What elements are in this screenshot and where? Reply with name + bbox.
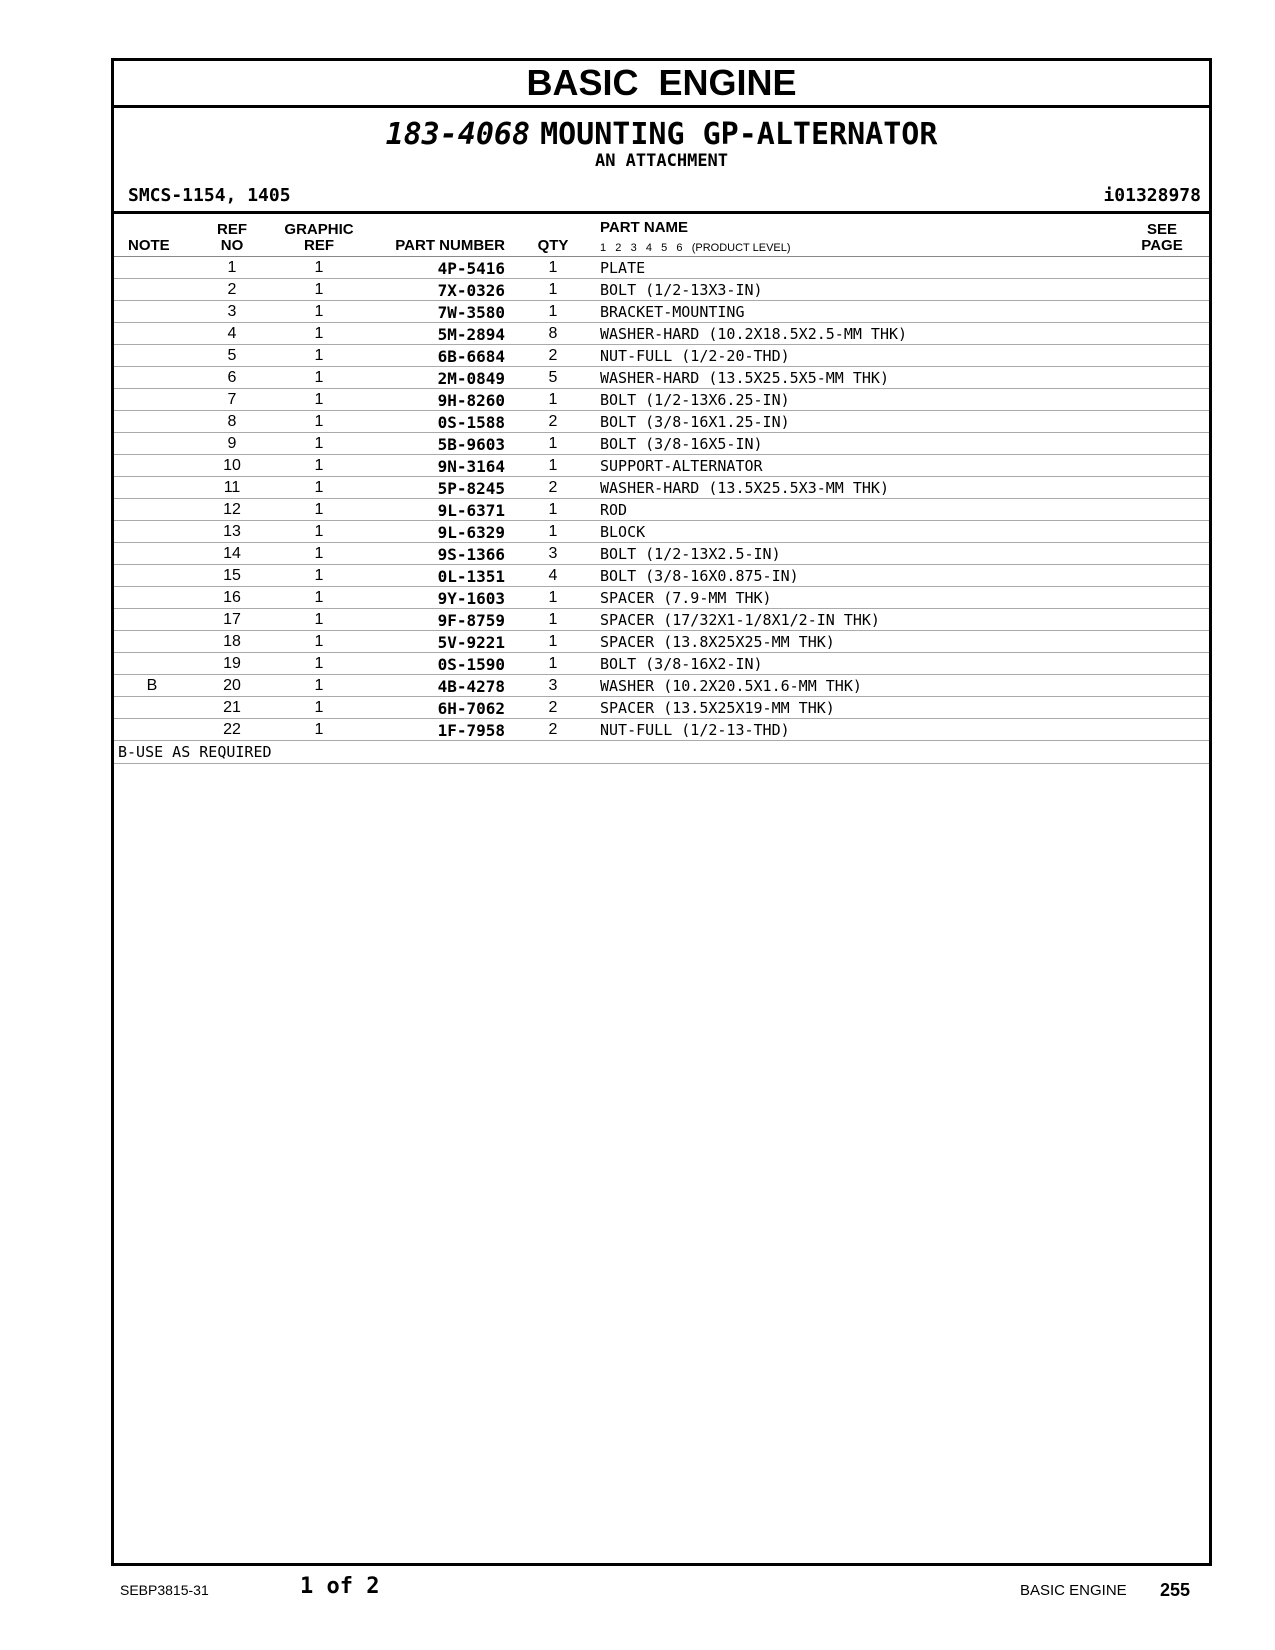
footnote [114, 741, 1209, 764]
table-row [114, 455, 1209, 477]
table-row [114, 345, 1209, 367]
part-number-cell: 0S-1588 [437, 413, 505, 432]
section-title: BASIC ENGINE [114, 61, 1209, 108]
header-graphic-bottom: REF [304, 237, 334, 254]
table-row [114, 367, 1209, 389]
ref-no-cell: 15 [223, 567, 241, 584]
qty-cell: 1 [548, 501, 558, 518]
qty-cell: 3 [548, 677, 558, 694]
header-note: NOTE [128, 237, 170, 254]
ref-no-cell: 12 [223, 501, 241, 518]
graphic-ref-cell: 1 [314, 325, 324, 342]
part-name-cell: WASHER-HARD (10.2X18.5X2.5-MM THK) [600, 325, 908, 343]
ref-no-cell: 17 [223, 611, 241, 628]
ref-no-cell: 10 [223, 457, 241, 474]
graphic-ref-cell: 1 [314, 699, 324, 716]
qty-cell: 1 [548, 435, 558, 452]
part-number-cell: 6H-7062 [437, 699, 505, 718]
page-of-indicator: 1 of 2 [300, 1574, 380, 1599]
part-number-cell: 9Y-1603 [437, 589, 505, 608]
document-id: SEBP3815-31 [120, 1582, 209, 1598]
table-row [114, 323, 1209, 345]
part-name-cell: BOLT (3/8-16X5-IN) [600, 435, 763, 453]
part-number-cell: 0S-1590 [437, 655, 505, 674]
page-number: 255 [1160, 1580, 1191, 1600]
table-row [114, 587, 1209, 609]
ref-no-cell: 22 [223, 721, 241, 738]
graphic-ref-cell: 1 [314, 611, 324, 628]
ref-no-cell: 8 [227, 413, 237, 430]
qty-cell: 4 [548, 567, 558, 584]
graphic-ref-cell: 1 [314, 721, 324, 738]
ref-no-cell: 5 [227, 347, 237, 364]
qty-cell: 2 [548, 347, 558, 364]
part-number-cell: 1F-7958 [437, 721, 505, 740]
qty-cell: 2 [548, 479, 558, 496]
part-number-cell: 5M-2894 [437, 325, 505, 344]
ref-no-cell: 13 [223, 523, 241, 540]
qty-cell: 2 [548, 413, 558, 430]
part-name-cell: SPACER (13.8X25X25-MM THK) [600, 633, 835, 651]
ref-no-cell: 16 [223, 589, 241, 606]
part-name-cell: BOLT (3/8-16X2-IN) [600, 655, 763, 673]
graphic-ref-cell: 1 [314, 259, 324, 276]
graphic-ref-cell: 1 [314, 391, 324, 408]
qty-cell: 2 [548, 721, 558, 738]
ref-no-cell: 20 [223, 677, 241, 694]
header-ref-bottom: NO [220, 237, 244, 254]
part-name-cell: WASHER (10.2X20.5X1.6-MM THK) [600, 677, 862, 695]
ref-no-cell: 21 [223, 699, 241, 716]
parts-page-frame [111, 58, 1212, 1566]
table-row [114, 389, 1209, 411]
header-part-name: PART NAME [600, 219, 689, 236]
group-name: MOUNTING GP-ALTERNATOR [540, 117, 938, 152]
part-name-cell: NUT-FULL (1/2-20-THD) [600, 347, 790, 365]
table-row [114, 477, 1209, 499]
table-row [114, 697, 1209, 719]
header-part-number: PART NUMBER [395, 237, 505, 254]
header-graphic-top: GRAPHIC [284, 221, 354, 238]
part-number-cell: 9L-6371 [437, 501, 505, 520]
graphic-ref-cell: 1 [314, 369, 324, 386]
part-name-cell: NUT-FULL (1/2-13-THD) [600, 721, 790, 739]
part-name-cell: BOLT (3/8-16X1.25-IN) [600, 413, 790, 431]
ref-no-cell: 11 [223, 479, 241, 496]
header-ref-top: REF [217, 221, 247, 238]
qty-cell: 1 [548, 655, 558, 672]
smcs-code: SMCS-1154, 1405 [128, 185, 291, 206]
graphic-ref-cell: 1 [314, 545, 324, 562]
ref-no-cell: 4 [227, 325, 237, 342]
group-subtitle: AN ATTACHMENT [594, 151, 729, 171]
part-number-cell: 6B-6684 [437, 347, 505, 366]
group-number: 183-4068 [385, 117, 531, 152]
graphic-ref-cell: 1 [314, 435, 324, 452]
table-row [114, 301, 1209, 323]
table-row [114, 675, 1209, 697]
group-title [114, 119, 1209, 151]
footnote-text: B-USE AS REQUIRED [118, 743, 272, 761]
graphic-ref-cell: 1 [314, 413, 324, 430]
part-number-cell: 5B-9603 [437, 435, 505, 454]
graphic-ref-cell: 1 [314, 633, 324, 650]
part-name-cell: WASHER-HARD (13.5X25.5X5-MM THK) [600, 369, 889, 387]
part-number-cell: 4P-5416 [437, 259, 505, 278]
part-number-cell: 5V-9221 [437, 633, 505, 652]
graphic-ref-cell: 1 [314, 567, 324, 584]
part-number-cell: 9S-1366 [437, 545, 505, 564]
part-name-cell: SPACER (13.5X25X19-MM THK) [600, 699, 835, 717]
ref-no-cell: 9 [227, 435, 237, 452]
ref-no-cell: 2 [227, 281, 237, 298]
qty-cell: 1 [548, 259, 558, 276]
graphic-ref-cell: 1 [314, 677, 324, 694]
header-qty: QTY [537, 237, 569, 254]
table-header [114, 214, 1209, 257]
table-row [114, 609, 1209, 631]
qty-cell: 1 [548, 523, 558, 540]
part-name-cell: BOLT (1/2-13X6.25-IN) [600, 391, 790, 409]
page-footer [0, 1568, 1275, 1608]
graphic-ref-cell: 1 [314, 347, 324, 364]
graphic-ref-cell: 1 [314, 457, 324, 474]
part-number-cell: 7X-0326 [437, 281, 505, 300]
part-name-cell: BRACKET-MOUNTING [600, 303, 745, 321]
graphic-ref-cell: 1 [314, 303, 324, 320]
qty-cell: 1 [548, 589, 558, 606]
qty-cell: 1 [548, 391, 558, 408]
qty-cell: 1 [548, 303, 558, 320]
graphic-ref-cell: 1 [314, 589, 324, 606]
part-name-cell: SPACER (17/32X1-1/8X1/2-IN THK) [600, 611, 880, 629]
part-number-cell: 9N-3164 [437, 457, 505, 476]
part-number-cell: 9L-6329 [437, 523, 505, 542]
part-name-cell: SPACER (7.9-MM THK) [600, 589, 772, 607]
part-number-cell: 9H-8260 [437, 391, 505, 410]
identifier-row [114, 181, 1209, 214]
table-row [114, 631, 1209, 653]
ref-no-cell: 19 [223, 655, 241, 672]
table-row [114, 257, 1209, 279]
table-row [114, 565, 1209, 587]
part-number-cell: 4B-4278 [437, 677, 505, 696]
qty-cell: 1 [548, 457, 558, 474]
table-row [114, 433, 1209, 455]
graphic-ref-cell: 1 [314, 523, 324, 540]
table-row [114, 411, 1209, 433]
table-row [114, 543, 1209, 565]
qty-cell: 8 [548, 325, 558, 342]
qty-cell: 1 [548, 281, 558, 298]
footer-section: BASIC ENGINE [1020, 1582, 1127, 1599]
part-number-cell: 7W-3580 [437, 303, 505, 322]
qty-cell: 3 [548, 545, 558, 562]
header-see-top: SEE [1146, 221, 1177, 238]
graphic-ref-cell: 1 [314, 655, 324, 672]
parts-table [114, 257, 1209, 741]
part-name-cell: BOLT (1/2-13X3-IN) [600, 281, 763, 299]
part-name-cell: BLOCK [600, 523, 646, 541]
graphic-ref-cell: 1 [314, 479, 324, 496]
graphic-ref-cell: 1 [314, 501, 324, 518]
graphic-ref-cell: 1 [314, 281, 324, 298]
part-name-cell: PLATE [600, 259, 646, 277]
table-row [114, 499, 1209, 521]
part-name-cell: BOLT (1/2-13X2.5-IN) [600, 545, 781, 563]
ref-no-cell: 18 [223, 633, 241, 650]
part-number-cell: 5P-8245 [437, 479, 505, 498]
header-see-bottom: PAGE [1141, 237, 1183, 254]
part-name-cell: BOLT (3/8-16X0.875-IN) [600, 567, 799, 585]
part-name-cell: SUPPORT-ALTERNATOR [600, 457, 763, 475]
qty-cell: 1 [548, 633, 558, 650]
qty-cell: 2 [548, 699, 558, 716]
note-cell: B [146, 677, 158, 694]
info-id: i01328978 [1103, 185, 1201, 206]
part-number-cell: 9F-8759 [437, 611, 505, 630]
header-product-level: 1 2 3 4 5 6 (PRODUCT LEVEL) [600, 242, 791, 254]
part-name-cell: ROD [600, 501, 628, 519]
part-name-cell: WASHER-HARD (13.5X25.5X3-MM THK) [600, 479, 889, 497]
table-row [114, 279, 1209, 301]
ref-no-cell: 6 [227, 369, 237, 386]
part-number-cell: 0L-1351 [437, 567, 505, 586]
ref-no-cell: 14 [223, 545, 241, 562]
ref-no-cell: 3 [227, 303, 237, 320]
table-row [114, 653, 1209, 675]
ref-no-cell: 7 [227, 391, 237, 408]
qty-cell: 1 [548, 611, 558, 628]
table-row [114, 521, 1209, 543]
qty-cell: 5 [548, 369, 558, 386]
ref-no-cell: 1 [227, 259, 237, 276]
table-row [114, 719, 1209, 741]
part-number-cell: 2M-0849 [437, 369, 505, 388]
